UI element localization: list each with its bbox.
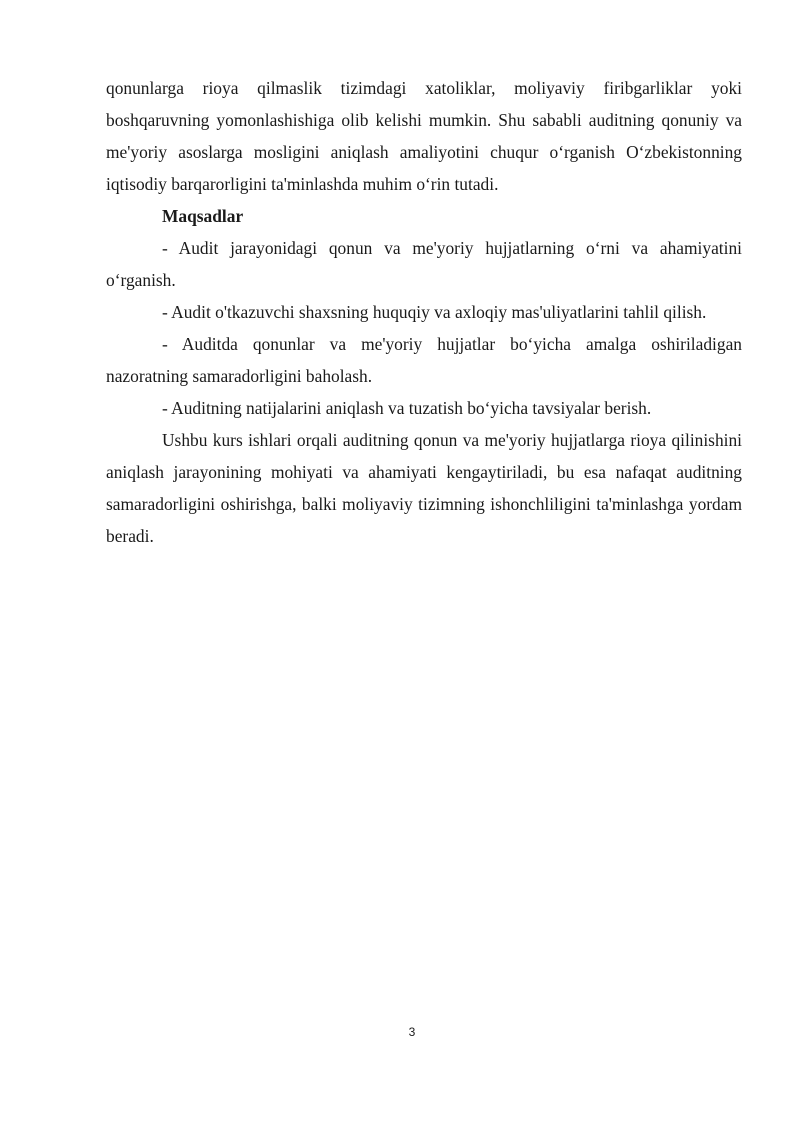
goal-item-1: - Audit jarayonidagi qonun va me'yoriy hujjatlarning oʻrni va ahamiyatini oʻrganish. [106,238,742,290]
paragraph-intro-continuation: qonunlarga rioya qilmaslik tizimdagi xatoliklar, moliyaviy firibgarliklar yoki boshqaruvning yomonlashishiga olib kelishi mumkin. Shu sababli auditning qonuniy va me'yoriy asoslarga mosligini aniqlash amaliyotini chuqur oʻrganish Oʻzbekistonning iqtisodiy barqarorligini ta'minlashda muhim oʻrin tutadi. [106,78,742,194]
goal-item-4: - Auditning natijalarini aniqlash va tuzatish boʻyicha tavsiyalar berish. [162,398,652,418]
section-heading-goals: Maqsadlar [162,206,244,226]
goal-item-3: - Auditda qonunlar va me'yoriy hujjatlar boʻyicha amalga oshiriladigan nazoratning samaradorligini baholash. [106,334,742,386]
page-number: 3 [408,1025,416,1039]
document-body [106,72,742,552]
goal-item-2: - Audit o'tkazuvchi shaxsning huquqiy va axloqiy mas'uliyatlarini tahlil qilish. [162,302,707,322]
paragraph-conclusion: Ushbu kurs ishlari orqali auditning qonun va me'yoriy hujjatlarga rioya qilinishini aniqlash jarayonining mohiyati va ahamiyati kengaytiriladi, bu esa nafaqat auditning samaradorligini oshirishga, balki moliyaviy tizimning ishonchliligini ta'minlashga yordam beradi. [106,430,742,546]
